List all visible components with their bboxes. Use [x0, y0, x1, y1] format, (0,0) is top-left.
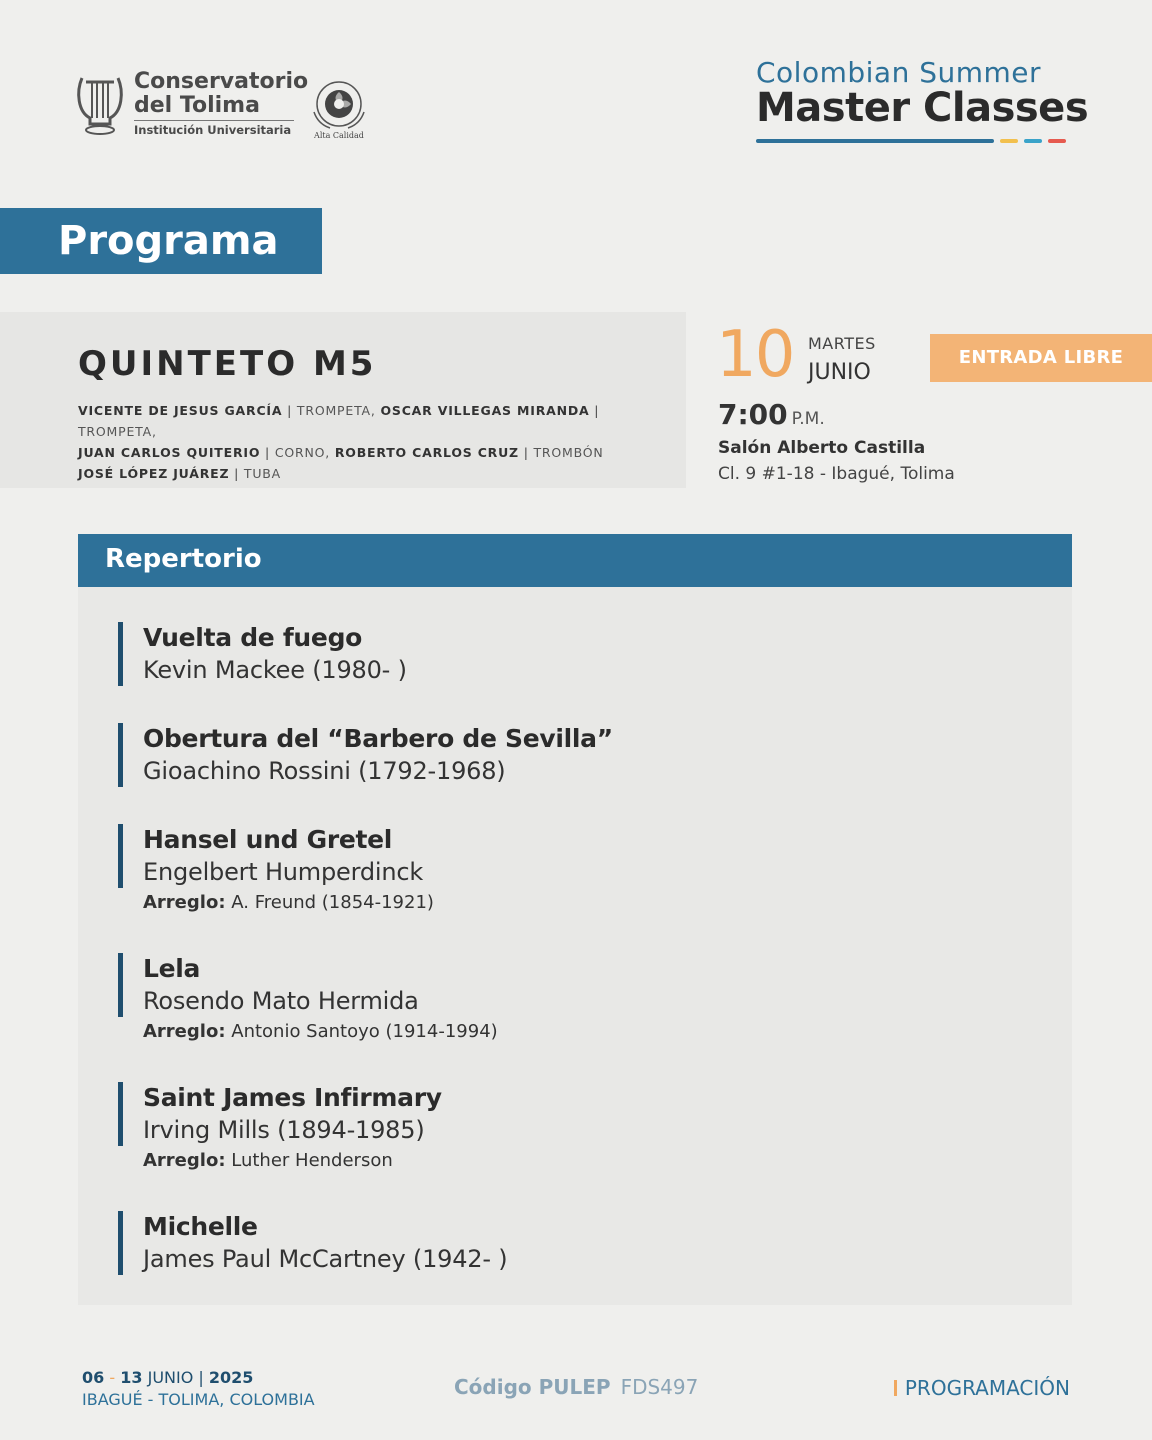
- piece-title: Vuelta de fuego: [143, 623, 363, 652]
- piece-title: Saint James Infirmary: [143, 1083, 442, 1112]
- piece-arrangement: [143, 1017, 498, 1047]
- repertorio-label: Repertorio: [105, 544, 262, 574]
- pulep-label: Código PULEP: [454, 1375, 611, 1399]
- event-weekday: MARTES: [808, 334, 876, 353]
- footer-section-marker: [894, 1380, 897, 1396]
- svg-text:Alta Calidad: Alta Calidad: [314, 131, 364, 140]
- institution-name-line1: Conservatorio: [134, 69, 309, 94]
- ensemble-title: QUINTETO M5: [78, 344, 377, 384]
- members-line: JOSÉ LÓPEZ JUÁREZ | TUBA: [78, 466, 282, 481]
- piece-title: Michelle: [143, 1212, 258, 1241]
- footer-date-dash: -: [109, 1368, 116, 1387]
- members-list: [78, 400, 678, 484]
- institution-name: [134, 70, 308, 118]
- footer-date-month: JUNIO: [147, 1368, 194, 1387]
- programa-label: Programa: [58, 218, 279, 264]
- arrangement-value: Antonio Santoyo (1914-1994): [231, 1021, 498, 1042]
- event-month: JUNIO: [808, 360, 871, 385]
- piece-title: Obertura del “Barbero de Sevilla”: [143, 724, 613, 753]
- piece-item: [118, 824, 434, 913]
- lyre-icon: [74, 72, 126, 136]
- piece-composer: Kevin Mackee (1980- ): [143, 656, 407, 684]
- members-line: JUAN CARLOS QUITERIO | CORNO, ROBERTO CARLOS CRUZ | TROMBÓN: [78, 445, 604, 460]
- programa-band: [0, 208, 322, 274]
- brand-bar-cyan: [1024, 139, 1042, 143]
- piece-item: [118, 1082, 442, 1171]
- piece-title: Lela: [143, 954, 201, 983]
- event-venue: Salón Alberto Castilla: [718, 438, 926, 458]
- brand-top: Colombian Summer: [756, 56, 1042, 89]
- brand-main: Master Classes: [756, 85, 1089, 131]
- member-name: VICENTE DE JESUS GARCÍA: [78, 403, 283, 418]
- member-name: JOSÉ LÓPEZ JUÁREZ: [78, 466, 230, 481]
- footer-date-end: 13: [120, 1368, 143, 1387]
- event-address: Cl. 9 #1-18 - Ibagué, Tolima: [718, 464, 955, 484]
- event-day-number: 10: [716, 318, 794, 392]
- piece-item: [118, 953, 498, 1042]
- piece-composer: Engelbert Humperdinck: [143, 858, 424, 886]
- member-role: TROMPETA,: [296, 403, 376, 418]
- repertorio-panel: [78, 587, 1072, 1305]
- arrangement-label: Arreglo:: [143, 1021, 226, 1042]
- piece-composer: James Paul McCartney (1942- ): [143, 1245, 508, 1273]
- member-role: TUBA: [243, 466, 282, 481]
- event-time: [718, 398, 825, 431]
- entrada-libre-badge: ENTRADA LIBRE: [930, 334, 1152, 382]
- piece-arrangement: [143, 888, 434, 918]
- brand-logo: [756, 56, 1089, 143]
- member-name: OSCAR VILLEGAS MIRANDA: [380, 403, 590, 418]
- member-name: ROBERTO CARLOS CRUZ: [334, 445, 519, 460]
- brand-bar-yellow: [1000, 139, 1018, 143]
- footer-date-year: 2025: [208, 1368, 254, 1387]
- footer-dates: [82, 1368, 253, 1387]
- event-time-value: 7:00: [718, 398, 788, 431]
- piece-item: [118, 622, 407, 686]
- pulep-value: FDS497: [620, 1375, 699, 1399]
- repertorio-header: [78, 534, 1072, 587]
- footer-section-label: PROGRAMACIÓN: [904, 1376, 1070, 1400]
- piece-item: [118, 1211, 507, 1275]
- institution-name-line2: del Tolima: [134, 93, 260, 118]
- piece-composer: Gioachino Rossini (1792-1968): [143, 757, 506, 785]
- accreditation-seal-icon: [304, 72, 374, 140]
- brand-bar-blue: [756, 139, 994, 143]
- member-role: TROMPETA,: [78, 424, 157, 439]
- member-name: JUAN CARLOS QUITERIO: [78, 445, 261, 460]
- footer-date-pipe: |: [198, 1368, 204, 1387]
- institution-sub: Institución Universitaria: [134, 120, 294, 137]
- arrangement-value: Luther Henderson: [231, 1150, 393, 1171]
- members-line: VICENTE DE JESUS GARCÍA | TROMPETA, OSCAR VILLEGAS MIRANDA | TROMPETA,: [78, 403, 600, 439]
- footer-date-start: 06: [82, 1368, 105, 1387]
- piece-arrangement: [143, 1146, 393, 1176]
- footer-place: IBAGUÉ - TOLIMA, COLOMBIA: [82, 1390, 315, 1409]
- event-time-ampm: P.M.: [791, 409, 825, 429]
- arrangement-label: Arreglo:: [143, 892, 226, 913]
- piece-composer: Irving Mills (1894-1985): [143, 1116, 425, 1144]
- member-role: CORNO,: [274, 445, 331, 460]
- brand-color-bar: [756, 139, 1076, 143]
- arrangement-label: Arreglo:: [143, 1150, 226, 1171]
- piece-item: [118, 723, 613, 787]
- conservatorio-logo: [74, 70, 384, 142]
- piece-title: Hansel und Gretel: [143, 825, 393, 854]
- footer-section: [894, 1376, 1070, 1400]
- ensemble-panel: [0, 312, 686, 488]
- member-role: TROMBÓN: [533, 445, 604, 460]
- pulep-code: [454, 1375, 698, 1399]
- brand-bar-red: [1048, 139, 1066, 143]
- arrangement-value: A. Freund (1854-1921): [231, 892, 434, 913]
- piece-composer: Rosendo Mato Hermida: [143, 987, 419, 1015]
